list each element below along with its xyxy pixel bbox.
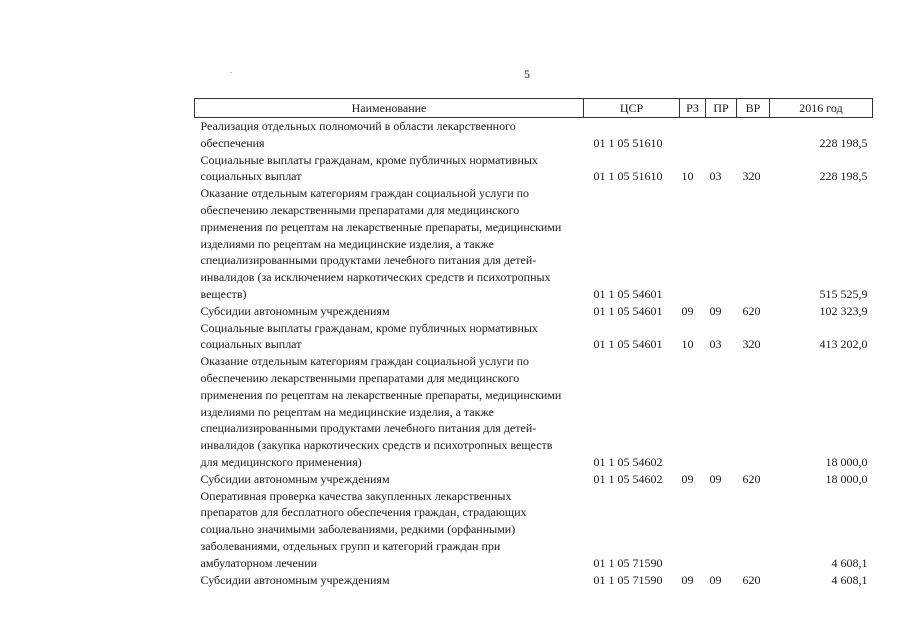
- row-name: Субсидии автономным учреждениям: [200, 572, 390, 587]
- header-csr: ЦСР: [584, 99, 680, 118]
- row-pr: [706, 118, 737, 152]
- row-rz: 10: [681, 169, 694, 184]
- row-rz: [680, 185, 706, 303]
- row-pr: 03: [709, 169, 722, 184]
- row-csr: 01 1 05 54601: [593, 286, 663, 301]
- row-name: Оказание отдельным категориям граждан социальной услуги по обеспечению лекарственными препаратами для медицинского применения по рецептам на лекарственные препараты, медицинскими изделиями по рецептам на медицинские изделия, а также специализированными продуктами лечебного питания для детей-инвалидов (за исключением наркотических средств и психотропных веществ): [200, 186, 562, 301]
- row-amount: 515 525,9: [819, 286, 868, 301]
- table-row: [195, 488, 873, 572]
- header-year: 2016 год: [770, 99, 873, 118]
- row-vr: [737, 185, 770, 303]
- row-vr: [737, 353, 770, 471]
- row-amount: 18 000,0: [825, 471, 868, 486]
- header-name: Наименование: [195, 99, 584, 118]
- row-vr: 620: [742, 471, 761, 486]
- row-name: Оперативная проверка качества закупленных лекарственных препаратов для бесплатного обеспечения граждан, страдающих социально значимыми заболеваниями, редкими (орфанными) заболеваниями, отдельных групп и категорий граждан при амбулаторном лечении: [200, 488, 527, 570]
- row-amount: 4 608,1: [831, 572, 868, 587]
- table-row: [195, 303, 873, 320]
- row-csr: 01 1 05 54601: [593, 303, 663, 318]
- row-name: Оказание отдельным категориям граждан социальной услуги по обеспечению лекарственными препаратами для медицинского применения по рецептам на лекарственные препараты, медицинскими изделиями по рецептам на медицинские изделия, а также специализированными продуктами лечебного питания для детей-инвалидов (закупка наркотических средств и психотропных веществ для медицинского применения): [200, 354, 562, 469]
- header-vr: ВР: [737, 99, 770, 118]
- row-rz: 09: [681, 471, 694, 486]
- budget-table: [194, 98, 873, 588]
- row-csr: 01 1 05 51610: [593, 135, 663, 150]
- table-row: [195, 185, 873, 303]
- row-pr: [706, 488, 737, 572]
- row-amount: 228 198,5: [819, 169, 868, 184]
- row-name: Социальные выплаты гражданам, кроме публичных нормативных социальных выплат: [200, 320, 538, 352]
- row-rz: 09: [681, 303, 694, 318]
- row-rz: [680, 353, 706, 471]
- row-csr: 01 1 05 54602: [593, 471, 663, 486]
- row-csr: 01 1 05 54601: [593, 337, 663, 352]
- row-vr: [737, 488, 770, 572]
- row-amount: 18 000,0: [825, 454, 868, 469]
- header-rz: РЗ: [680, 99, 706, 118]
- table-row: [195, 353, 873, 471]
- row-amount: 4 608,1: [831, 555, 868, 570]
- row-vr: 620: [742, 303, 761, 318]
- row-pr: 09: [709, 471, 722, 486]
- table-header: [195, 99, 873, 118]
- row-csr: 01 1 05 54602: [593, 454, 663, 469]
- table-row: [195, 572, 873, 589]
- table-row: [195, 152, 873, 186]
- row-vr: 320: [742, 337, 761, 352]
- row-rz: [680, 118, 706, 152]
- page-number: 5: [524, 67, 530, 81]
- row-vr: [737, 118, 770, 152]
- header-pr: ПР: [706, 99, 737, 118]
- row-vr: 620: [742, 572, 761, 587]
- row-pr: 09: [709, 303, 722, 318]
- row-pr: 09: [709, 572, 722, 587]
- table-row: [195, 118, 873, 152]
- row-pr: [706, 353, 737, 471]
- row-amount: 413 202,0: [819, 337, 868, 352]
- row-csr: 01 1 05 51610: [593, 169, 663, 184]
- header-row: [195, 99, 873, 118]
- row-name: Реализация отдельных полномочий в области лекарственного обеспечения: [200, 119, 516, 150]
- row-pr: 03: [709, 337, 722, 352]
- row-rz: 09: [681, 572, 694, 587]
- row-vr: 320: [742, 169, 761, 184]
- row-amount: 228 198,5: [819, 135, 868, 150]
- row-rz: 10: [681, 337, 694, 352]
- row-name: Социальные выплаты гражданам, кроме публичных нормативных социальных выплат: [200, 152, 538, 184]
- row-name: Субсидии автономным учреждениям: [200, 303, 390, 318]
- table-body: [195, 118, 873, 589]
- row-rz: [680, 488, 706, 572]
- table-row: [195, 320, 873, 354]
- row-amount: 102 323,9: [819, 303, 868, 318]
- row-name: Субсидии автономным учреждениям: [200, 471, 390, 486]
- row-csr: 01 1 05 71590: [593, 555, 663, 570]
- row-pr: [706, 185, 737, 303]
- row-csr: 01 1 05 71590: [593, 572, 663, 587]
- table-row: [195, 471, 873, 488]
